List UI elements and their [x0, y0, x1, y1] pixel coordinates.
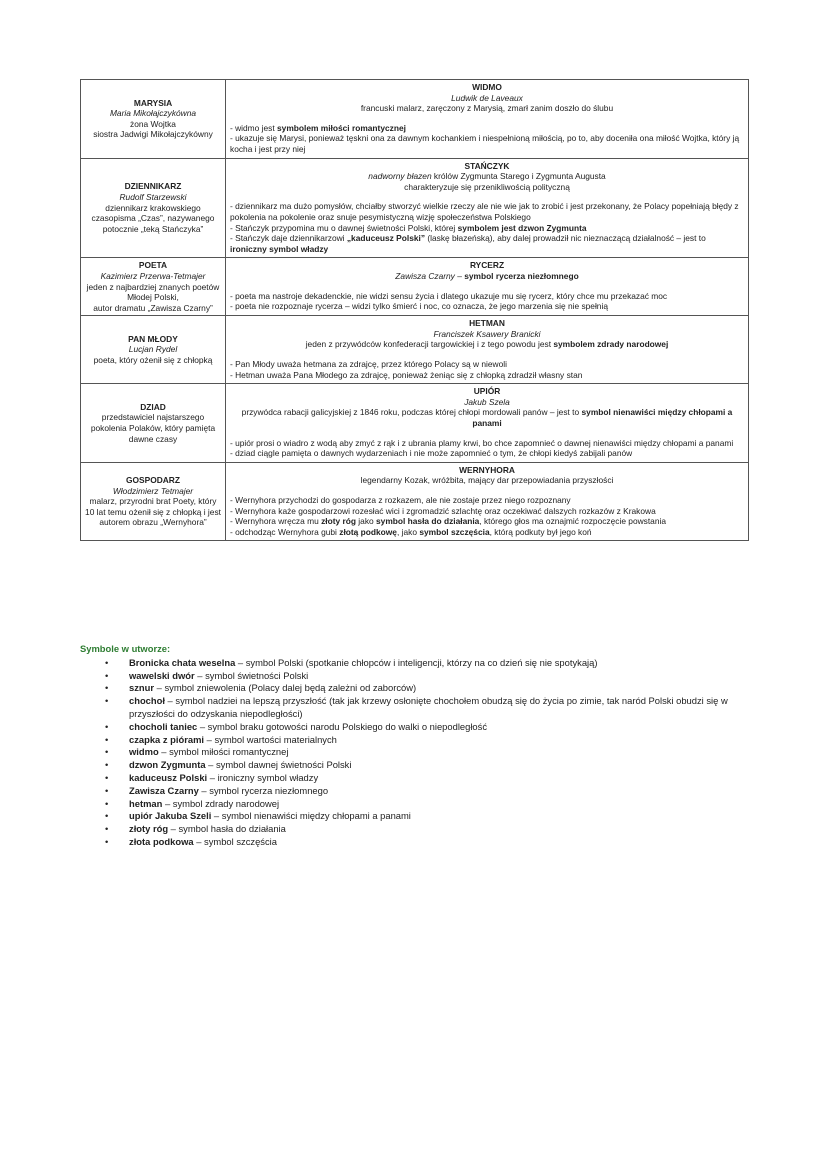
apparition-cell: [226, 159, 748, 258]
apparition-identity: [230, 93, 744, 104]
interpretation-line: - Stańczyk daje dziennikarzowi „kaduceusz Polski” (laskę błazeńską), aby dalej prowadził nic nieznaczącą działalność – jest to ironiczny symbol władzy: [230, 233, 706, 254]
bold-text: symbolem miłości romantycznej: [277, 122, 406, 133]
symbol-name: upiór Jakuba Szeli: [129, 810, 212, 822]
spacer: [230, 192, 744, 201]
symbol-name: widmo: [129, 746, 159, 758]
spacer: [230, 282, 744, 291]
character-name: GOSPODARZ: [126, 475, 180, 486]
symbol-item: [80, 695, 750, 721]
symbol-name: wawelski dwór: [129, 669, 195, 681]
interpretation-line: - upiór prosi o wiadro z wodą aby zmyć z rąk i z ubrania plamy krwi, bo chce zapomnieć o dawnej nienawiści między chłopami a panami: [230, 437, 734, 448]
symbol-item: [80, 759, 750, 772]
symbol-name: sznur: [129, 682, 155, 694]
apparition-identity: [230, 329, 744, 340]
apparition-identity-name: nadworny błazen: [368, 171, 432, 182]
character-cell: [81, 258, 226, 315]
symbol-meaning: – symbol nadziei na lepszą przyszłość (tak jak krzewy osłonięte chochołem obudzą się do życia po zimie, tak naród Polski obudzi się w przyszłości do odzyskania niepodległości): [129, 695, 728, 719]
apparition-identity-name: Jakub Szela: [464, 396, 510, 407]
apparition-title: RYCERZ: [469, 260, 505, 271]
bold-text: symbolem jest dzwon Zygmunta: [457, 222, 587, 233]
interpretation-line: - Pan Młody uważa hetmana za zdrajcę, przez którego Polacy są w niewoli: [230, 359, 507, 370]
symbols-section: [80, 643, 750, 849]
apparition-cell: [226, 384, 748, 462]
table-row: [81, 80, 748, 159]
apparition-identity: nadworny błazen królów Zygmunta Starego i Zygmunta Augusta: [368, 171, 606, 182]
symbol-meaning: – symbol Polski (spotkanie chłopców i inteligencji, którzy na co dzień się nie spotykają): [235, 656, 598, 668]
symbol-name: czapka z piórami: [129, 733, 205, 745]
symbol-meaning: – symbol dawnej świetności Polski: [205, 759, 352, 771]
bold-text: symbol szczęścia: [419, 526, 490, 537]
symbol-name: dzwon Zygmunta: [129, 759, 206, 771]
symbol-item: [80, 657, 750, 670]
character-cell: [81, 384, 226, 462]
apparition-identity-name: Ludwik de Laveaux: [451, 92, 523, 103]
character-cell: [81, 316, 226, 383]
interpretation-line: - Stańczyk przypomina mu o dawnej świetności Polski, której symbolem jest dzwon Zygmunta: [230, 222, 587, 233]
symbol-name: chochoł: [129, 695, 165, 707]
apparition-cell: [226, 316, 748, 383]
symbol-name: chocholi taniec: [129, 720, 198, 732]
bold-text: symbol nienawiści między chłopami a panami: [472, 407, 733, 429]
character-description: przedstawiciel najstarszego pokolenia Polaków, który pamięta dawne czasy: [90, 412, 216, 444]
interpretation-line: - widmo jest symbolem miłości romantycznej: [230, 122, 406, 133]
bold-text: złoty róg: [321, 516, 356, 527]
symbol-meaning: – symbol świetności Polski: [194, 669, 309, 681]
symbol-item: [80, 772, 750, 785]
bold-text: symbolem zdrady narodowej: [553, 339, 669, 350]
symbol-meaning: – symbol nienawiści między chłopami a panami: [211, 810, 411, 822]
apparition-title: WIDMO: [472, 82, 502, 92]
apparition-description: jeden z przywódców konfederacji targowickiej i z tego powodu jest symbolem zdrady narodowej: [305, 339, 669, 350]
interpretation-line: - poeta nie rozpoznaje rycerza – widzi tylko śmierć i noc, co oznacza, że jego marzenia się nie spełnią: [230, 301, 608, 312]
character-real-name: Lucjan Rydel: [128, 344, 178, 355]
symbol-item: [80, 785, 750, 798]
apparition-cell: [226, 80, 748, 158]
character-real-name: Maria Mikołajczykówna: [109, 108, 197, 119]
character-name: MARYSIA: [133, 97, 173, 108]
symbol-item: [80, 810, 750, 823]
bold-text: symbol hasła do działania: [376, 516, 480, 527]
bold-text: ironiczny symbol władzy: [230, 243, 329, 254]
symbol-item: [80, 823, 750, 836]
symbol-meaning: – symbol zdrady narodowej: [162, 797, 280, 809]
apparition-description: charakteryzuje się przenikliwością polityczną: [404, 181, 570, 192]
character-description: autor dramatu „Zawisza Czarny”: [93, 302, 213, 313]
symbol-name: kaduceusz Polski: [129, 771, 208, 783]
bold-text: złotą podkowę: [339, 526, 397, 537]
apparition-identity: [230, 397, 744, 408]
symbol-item: [80, 721, 750, 734]
spacer: [230, 429, 744, 438]
apparition-identity-name: Zawisza Czarny: [395, 270, 455, 281]
table-row: [81, 384, 748, 463]
character-real-name: Kazimierz Przerwa-Tetmajer: [100, 270, 206, 281]
symbol-name: złoty róg: [129, 823, 169, 835]
character-cell: [81, 159, 226, 258]
interpretation-line: - Wernyhora wręcza mu złoty róg jako symbol hasła do działania, którego głos ma oznajmić rozpoczęcie powstania: [230, 516, 667, 527]
character-name: PAN MŁODY: [128, 333, 178, 344]
symbol-name: Zawisza Czarny: [129, 784, 199, 796]
apparition-title: WERNYHORA: [459, 464, 515, 475]
symbol-meaning: – symbol hasła do działania: [168, 823, 286, 835]
character-description: siostra Jadwigi Mikołajczykówny: [93, 129, 213, 140]
symbol-item: [80, 836, 750, 849]
symbol-meaning: – symbol braku gotowości narodu Polskiego do walki o niepodległość: [197, 720, 488, 732]
table-row: [81, 463, 748, 541]
interpretation-line: - Hetman uważa Pana Młodego za zdrajcę, ponieważ żeniąc się z chłopką zdradził własny stan: [230, 369, 583, 380]
symbol-meaning: – symbol szczęścia: [193, 835, 277, 847]
symbol-item: [80, 670, 750, 683]
interpretation-line: - odchodząc Wernyhora gubi złotą podkowę, jako symbol szczęścia, którą podkuty był jego koń: [230, 526, 592, 537]
table-row: [81, 316, 748, 384]
apparition-description: przywódca rabacji galicyjskiej z 1846 roku, podczas której chłopi mordowali panów – jest to symbol nienawiści między chłopami a panami: [241, 407, 733, 429]
interpretation-line: - dziad ciągle pamięta o dawnych wydarzeniach i nie może zapomnieć o tym, że chłopi kiedyś zabijali panów: [230, 448, 633, 459]
symbol-item: [80, 798, 750, 811]
character-description: dziennikarz krakowskiego czasopisma „Czas”, nazywanego potocznie „teką Stańczyka”: [91, 202, 215, 234]
character-description: malarz, przyrodni brat Poety, który 10 lat temu ożenił się z chłopką i jest autorem obrazu „Wernyhora”: [85, 496, 221, 528]
spacer: [230, 350, 744, 359]
apparition-title: HETMAN: [469, 318, 505, 329]
apparition-title: STAŃCZYK: [464, 160, 510, 171]
apparition-identity: Zawisza Czarny – symbol rycerza niezłomnego: [395, 270, 579, 281]
symbol-meaning: – symbol rycerza niezłomnego: [198, 784, 329, 796]
characters-table: [80, 79, 749, 541]
apparition-description: francuski malarz, zaręczony z Marysią, zmarł zanim doszło do ślubu: [360, 103, 614, 114]
character-real-name: Rudolf Starzewski: [119, 192, 187, 203]
table-row: [81, 258, 748, 316]
symbol-meaning: – symbol wartości materialnych: [204, 733, 337, 745]
apparition-cell: [226, 463, 748, 541]
symbol-name: złota podkowa: [129, 835, 194, 847]
character-description: żona Wojtka: [130, 118, 176, 129]
apparition-description: legendarny Kozak, wróżbita, mający dar przepowiadania przyszłości: [360, 475, 614, 486]
character-description: poeta, który ożenił się z chłopką: [93, 355, 213, 366]
character-cell: [81, 463, 226, 541]
character-name: DZIENNIKARZ: [124, 181, 182, 192]
character-name: POETA: [138, 260, 168, 271]
symbol-meaning: – symbol miłości romantycznej: [158, 746, 289, 758]
bold-text: symbol rycerza niezłomnego: [464, 270, 579, 281]
interpretation-line: - ukazuje się Marysi, ponieważ tęskni ona za dawnym kochankiem i niespełnioną miłością, po to, aby doceniła ona miłość Wojtka, który ją kocha i jest przy niej: [230, 133, 740, 154]
character-name: DZIAD: [140, 401, 166, 412]
apparition-title: UPIÓR: [473, 386, 501, 397]
interpretation-line: - Wernyhora przychodzi do gospodarza z rozkazem, ale nie zostaje przez niego rozpoznany: [230, 495, 571, 505]
table-row: [81, 159, 748, 259]
symbol-item: [80, 746, 750, 759]
interpretation-line: - dziennikarz ma dużo pomysłów, chciałby stworzyć wielkie rzeczy ale nie wie jak to zrobić i jest przekonany, że Polacy popełniają błędy z pokolenia na pokolenie oraz snuje pesymistyczną wizję społeczeństwa Polskiego: [230, 201, 739, 222]
character-real-name: Włodzimierz Tetmajer: [112, 485, 194, 496]
character-cell: [81, 80, 226, 158]
interpretation-line: - poeta ma nastroje dekadenckie, nie widzi sensu życia i dlatego ukazuje mu się rycerz, który chce mu przekazać moc: [230, 290, 668, 301]
spacer: [230, 114, 744, 123]
apparition-cell: [226, 258, 748, 315]
symbol-item: [80, 682, 750, 695]
symbol-item: [80, 734, 750, 747]
interpretation-line: - Wernyhora każe gospodarzowi rozesłać wici i zgromadzić szlachtę oraz oczekiwać dalszych rozkazów z Krakowa: [230, 505, 656, 516]
symbol-meaning: – symbol zniewolenia (Polacy dalej będą zależni od zaborców): [154, 682, 417, 694]
symbols-heading: Symbole w utworze:: [80, 643, 171, 654]
spacer: [230, 486, 744, 495]
bold-text: „kaduceusz Polski”: [346, 233, 426, 244]
character-description: jeden z najbardziej znanych poetów Młodej Polski,: [86, 281, 220, 303]
symbol-meaning: – ironiczny symbol władzy: [207, 771, 319, 783]
symbols-list: [80, 657, 750, 849]
apparition-identity-name: Franciszek Ksawery Branicki: [433, 328, 541, 339]
symbol-name: hetman: [129, 797, 163, 809]
symbol-name: Bronicka chata weselna: [129, 656, 236, 668]
